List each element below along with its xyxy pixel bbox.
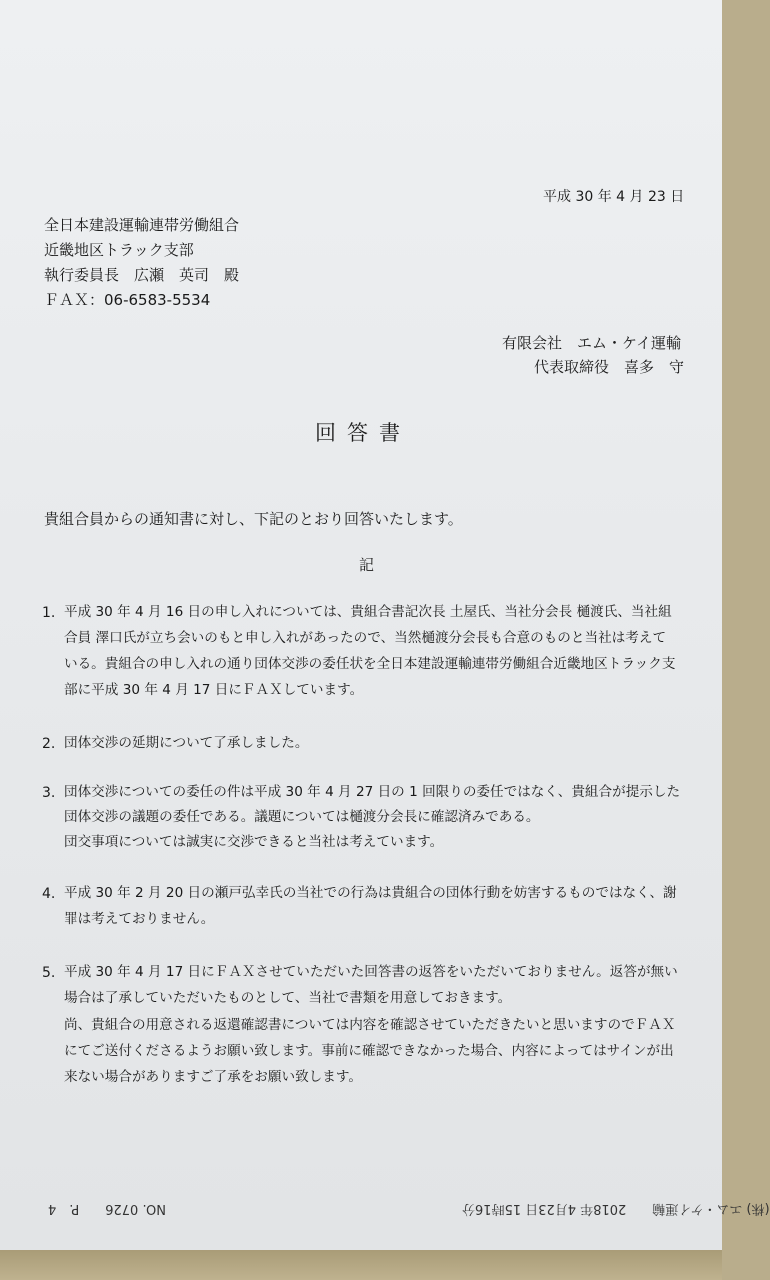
recipient-person: 執行委員長 広瀬 英司 殿 xyxy=(44,266,240,284)
item-line: 平成 30 年 4 月 16 日の申し入れについては、貴組合書記次長 土屋氏、当社分会長 樋渡氏、当社組 xyxy=(64,604,672,620)
item-line: 合員 澤口氏が立ち会いのもと申し入れがあったので、当然樋渡分会長も合意のものと当社は考えて xyxy=(64,630,667,646)
fax-transmission-header: (株) エム・ケイ運輸 2018年 4月23日 15時16分 xyxy=(462,1201,770,1216)
item-number: 3. xyxy=(42,785,56,801)
item-line: 場合は了承していただいたものとして、当社で書類を用意しておきます。 xyxy=(64,990,512,1006)
sender-company: 有限会社 エム・ケイ運輸 xyxy=(502,334,681,352)
item-line: 団体交渉の議題の委任である。議題については樋渡分会長に確認済みである。 xyxy=(64,809,540,825)
intro-text: 貴組合員からの通知書に対し、下記のとおり回答いたします。 xyxy=(44,510,463,528)
fax-page-number: NO. 0726 P. 4 xyxy=(48,1201,166,1216)
table-surface xyxy=(0,1250,722,1280)
recipient-branch: 近畿地区トラック支部 xyxy=(44,241,194,259)
item-line: 団交事項については誠実に交渉できると当社は考えています。 xyxy=(64,834,444,850)
item-number: 2. xyxy=(42,736,56,752)
item-number: 1. xyxy=(42,605,56,621)
item-line: 尚、貴組合の用意される返還確認書については内容を確認させていただきたいと思いますのでＦＡＸ xyxy=(64,1017,676,1033)
ki-heading: 記 xyxy=(359,556,375,574)
item-line: にてご送付くださるようお願い致します。事前に確認できなかった場合、内容によってはサインが出 xyxy=(64,1043,674,1059)
item-line: 団体交渉の延期について了承しました。 xyxy=(64,735,309,751)
recipient-fax: ＦＡＸ：06-6583-5534 xyxy=(44,291,211,309)
item-line: いる。貴組合の申し入れの通り団体交渉の委任状を全日本建設運輸連帯労働組合近畿地区トラック支 xyxy=(64,656,676,672)
item-line: 来ない場合がありますご了承をお願い致します。 xyxy=(64,1069,362,1085)
item-line: 部に平成 30 年 4 月 17 日にＦＡＸしています。 xyxy=(64,682,364,698)
sender-representative: 代表取締役 喜多 守 xyxy=(534,358,685,376)
item-number: 5. xyxy=(42,965,56,981)
item-number: 4. xyxy=(42,886,56,902)
item-line: 罪は考えておりません。 xyxy=(64,911,215,927)
recipient-union: 全日本建設運輸連帯労働組合 xyxy=(44,216,240,234)
item-line: 団体交渉についての委任の件は平成 30 年 4 月 27 日の 1 回限りの委任ではなく、貴組合が提示した xyxy=(64,784,681,800)
document-date: 平成 30 年 4 月 23 日 xyxy=(543,189,685,205)
item-line: 平成 30 年 4 月 17 日にＦＡＸさせていただいた回答書の返答をいただいておりません。返答が無い xyxy=(64,964,678,980)
item-line: 平成 30 年 2 月 20 日の瀬戸弘幸氏の当社での行為は貴組合の団体行動を妨害するものではなく、謝 xyxy=(64,885,677,901)
document-title: 回答書 xyxy=(315,421,411,445)
